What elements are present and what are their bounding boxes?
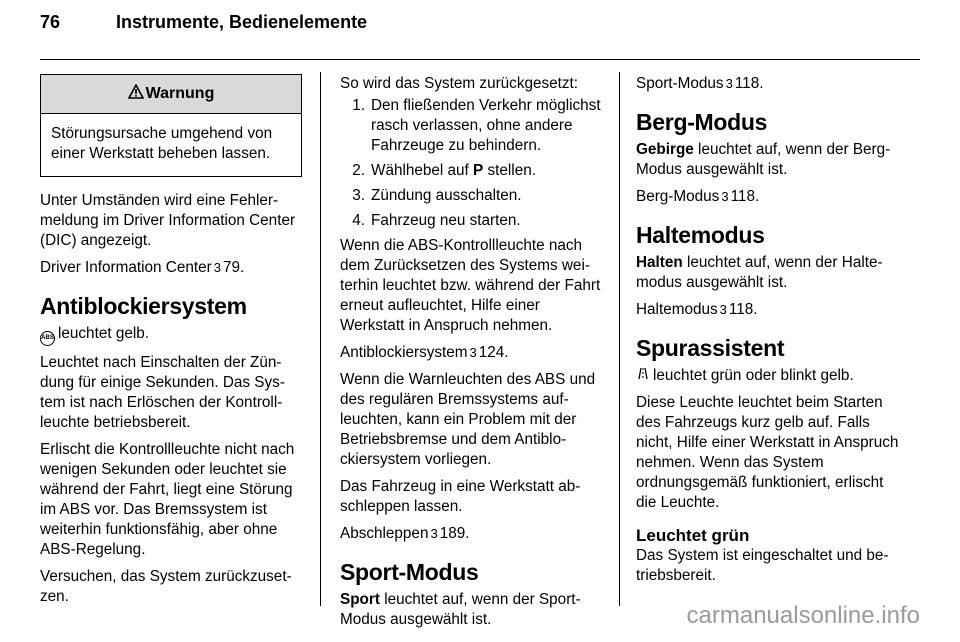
berg-reference: Berg-Modus 3 118. <box>636 188 760 205</box>
page-ref-icon: 3 <box>719 302 727 317</box>
abs-lamp-line <box>40 324 302 346</box>
dic-paragraph: Unter Umständen wird eine Fehlermeldung im Driver Information Center (DIC) angezeigt. <box>40 192 296 249</box>
abs-reference: Antiblockiersystem 3 124. <box>340 344 509 361</box>
gruen-paragraph: Das System ist eingeschaltet und betriebsbereit. <box>636 547 889 584</box>
abs-paragraph-1: Leuchtet nach Einschalten der Zündung für einige Sekunden. Das System ist nach Erlöschen der Kontrollleuchte betriebsbereit. <box>40 354 285 431</box>
warning-text: Störungsursache umgehend von einer Werkstatt beheben lassen. <box>51 125 273 162</box>
heading-berg: Berg-Modus <box>636 109 768 135</box>
warning-header <box>41 75 301 114</box>
column-1 <box>40 74 302 614</box>
list-item: 3. Zündung ausschalten. <box>352 187 522 204</box>
list-item: 4. Fahrzeug neu starten. <box>352 212 521 229</box>
warning-box <box>40 74 302 177</box>
page-ref-icon: 3 <box>213 260 221 275</box>
page-ref-icon: 3 <box>721 189 729 204</box>
berg-paragraph: Gebirge leuchtet auf, wenn der Berg-Modus ausgewählt ist. <box>636 141 891 178</box>
heading-spur: Spurassistent <box>636 335 785 361</box>
warning-triangle-icon <box>128 84 144 105</box>
sport-paragraph: Sport leuchtet auf, wenn der Sport-Modus ausgewählt ist. <box>340 591 581 628</box>
spur-paragraph: Diese Leuchte leuchtet beim Starten des Fahrzeugs kurz gelb auf. Falls nicht, Hilfe einer Werkstatt in Anspruch nehmen. Wenn das System ordnungsgemäß funktioniert, erlischt die Leuchte. <box>636 394 899 511</box>
column-divider-1 <box>320 72 321 606</box>
halte-reference: Haltemodus 3 118. <box>636 301 758 318</box>
page-number: 76 <box>40 12 61 32</box>
warning-title: Warnung <box>145 85 215 102</box>
tow-paragraph: Das Fahrzeug in eine Werkstatt abschleppen lassen. <box>340 478 581 515</box>
spur-lamp-line: leuchtet grün oder blinkt gelb. <box>636 366 906 386</box>
list-item: 2. Wählhebel auf P stellen. <box>352 162 536 179</box>
heading-halte: Haltemodus <box>636 222 765 248</box>
list-item: 1. Den fließenden Verkehr möglichst rasch verlassen, ohne andere Fahrzeuge zu behindern. <box>352 97 601 154</box>
page-ref-icon: 3 <box>430 526 438 541</box>
brake-paragraph: Wenn die Warnleuchten des ABS und des regulären Bremssystems aufleuchten, kann ein Problem mit der Betriebsbremse und dem Antiblockiersystem vorliegen. <box>340 371 596 468</box>
abs-lamp-text: leuchtet gelb. <box>58 325 149 342</box>
page-ref-icon: 3 <box>725 76 733 91</box>
halte-paragraph: Halten leuchtet auf, wenn der Haltemodus ausgewählt ist. <box>636 254 883 291</box>
reset-intro: So wird das System zurückgesetzt: <box>340 75 579 92</box>
column-2 <box>340 74 604 637</box>
watermark: carmanualsonline.info <box>686 602 920 629</box>
abs-paragraph-2: Erlischt die Kontrollleuchte nicht nach wenigen Sekunden oder leuchtet sie während der Fahrt, liegt eine Störung im ABS vor. Das Bremssystem ist weiterhin funktionsfähig, aber ohne ABS-Regelung. <box>40 441 295 558</box>
dic-reference <box>40 258 302 278</box>
lane-assist-icon <box>636 366 650 386</box>
ref-page: 79. <box>222 259 245 276</box>
ref-text: Driver Information Center <box>40 259 212 276</box>
abs-reset-paragraph: Wenn die ABS-Kontrollleuchte nach dem Zurücksetzen des Systems weiterhin leuchtet bzw. während der Fahrt erneut aufleuchtet, Hilfe einer Werkstatt in Anspruch nehmen. <box>340 237 601 334</box>
page-title: Instrumente, Bedienelemente <box>116 12 368 32</box>
reset-steps <box>340 96 604 231</box>
abs-lamp-icon: ABS <box>40 331 55 346</box>
page-header <box>40 12 367 33</box>
tow-reference: Abschleppen 3 189. <box>340 525 470 542</box>
page-ref-icon: 3 <box>469 345 477 360</box>
column-3 <box>636 74 906 593</box>
heading-abs: Antiblockiersystem <box>40 293 247 319</box>
abs-paragraph-3: Versuchen, das System zurückzusetzen. <box>40 568 292 605</box>
sport-reference: Sport-Modus 3 118. <box>636 75 764 92</box>
heading-sport: Sport-Modus <box>340 559 479 585</box>
column-divider-2 <box>619 72 620 606</box>
heading-gruen: Leuchtet grün <box>636 526 750 545</box>
header-rule <box>40 59 920 60</box>
